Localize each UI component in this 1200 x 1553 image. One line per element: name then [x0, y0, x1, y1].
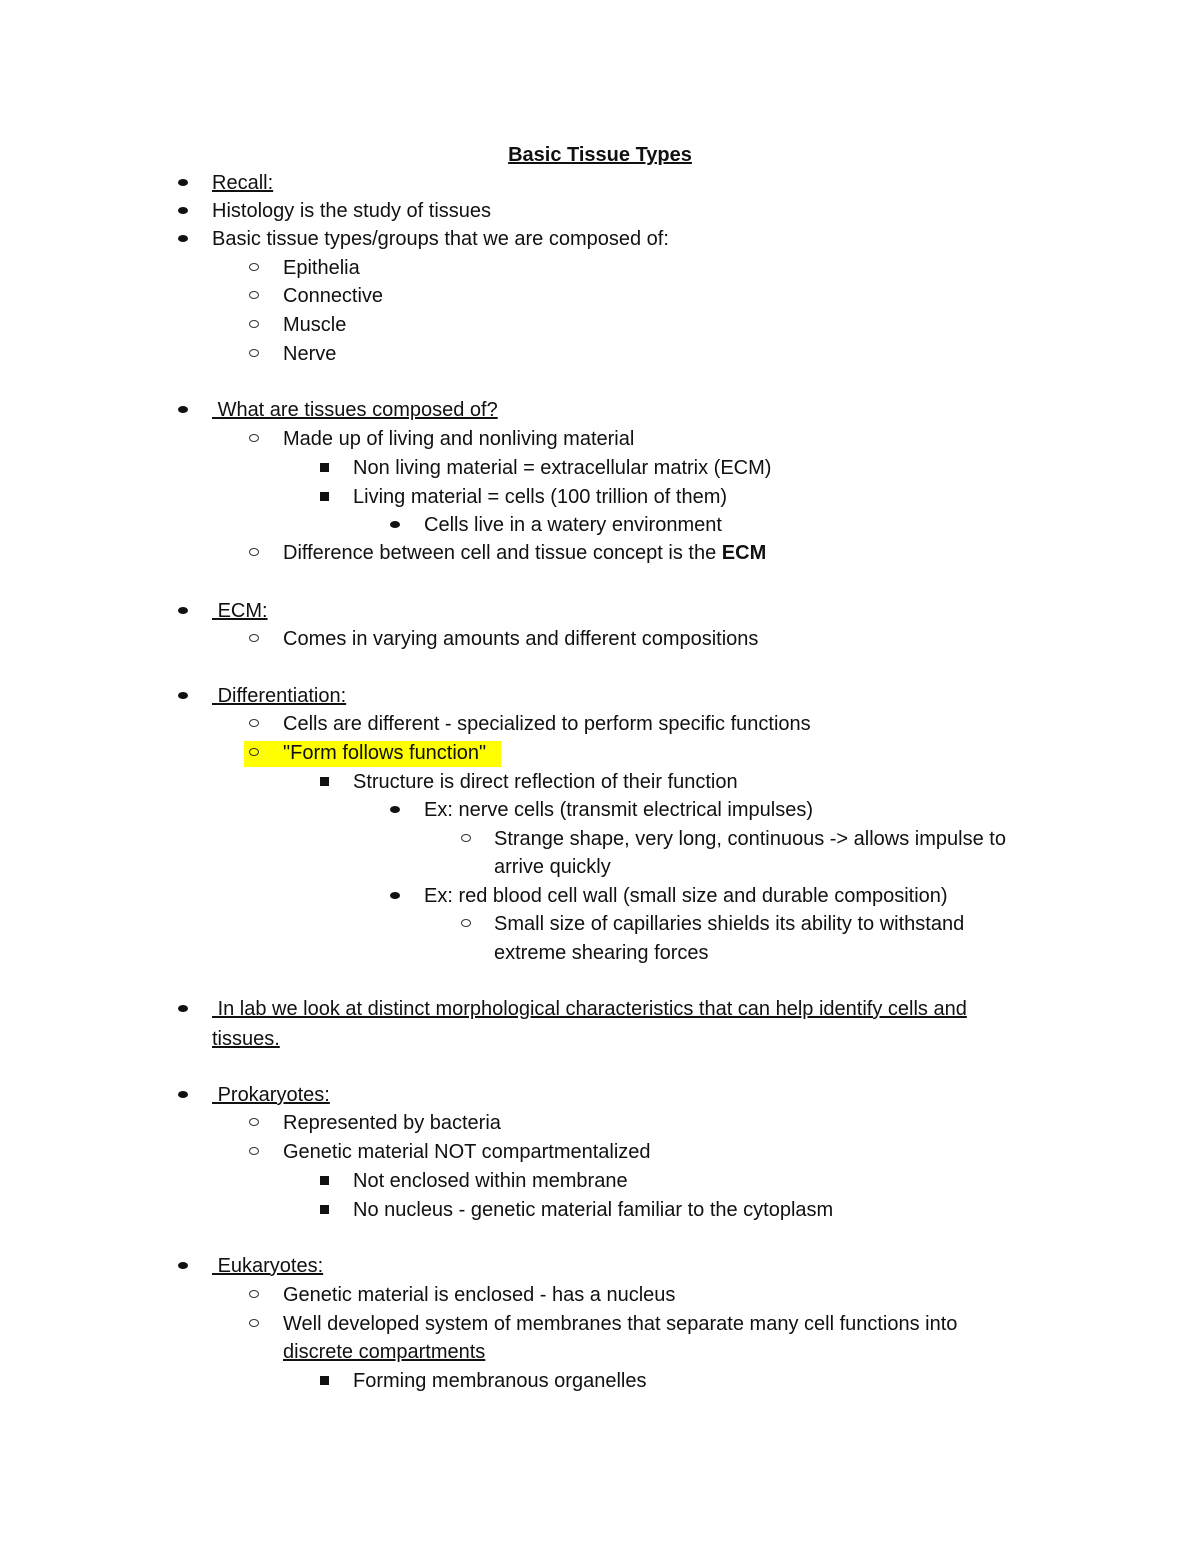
section-heading	[212, 396, 498, 424]
list-item: Made up of living and nonliving material	[283, 428, 635, 450]
page-title: Basic Tissue Types	[508, 144, 692, 166]
bullet-disc-icon	[173, 169, 193, 197]
list-item: Represented by bacteria	[283, 1112, 501, 1134]
section-heading	[212, 1081, 330, 1109]
bullet-circle-icon	[244, 340, 264, 368]
bullet-disc-icon	[385, 511, 405, 539]
bullet-disc-icon	[173, 1252, 193, 1280]
section-heading	[212, 682, 346, 710]
list-item: No nucleus - genetic material familiar to the cytoplasm	[353, 1199, 834, 1221]
bullet-circle-icon	[244, 282, 264, 310]
bullet-circle-icon	[244, 1310, 264, 1338]
bullet-disc-icon	[173, 225, 193, 253]
bullet-disc-icon	[173, 197, 193, 225]
bullet-square-icon	[314, 1367, 334, 1395]
bullet-circle-icon	[244, 1138, 264, 1166]
ecm-bold-text: ECM	[721, 542, 767, 564]
bullet-circle-icon	[244, 625, 264, 653]
list-item: Connective	[283, 285, 384, 307]
bullet-square-icon	[314, 483, 334, 511]
bullet-circle-icon	[244, 254, 264, 282]
list-item-continuation: extreme shearing forces	[494, 942, 709, 964]
list-item: Genetic material NOT compartmentalized	[283, 1141, 651, 1163]
differentiation-heading: Differentiation:	[217, 685, 347, 707]
bullet-square-icon	[314, 454, 334, 482]
list-item: Cells are different - specialized to perform specific functions	[283, 713, 811, 735]
list-item: Nerve	[283, 343, 337, 365]
list-item: Strange shape, very long, continuous -> allows impulse to	[494, 828, 1006, 850]
bullet-disc-icon	[385, 882, 405, 910]
bullet-square-icon	[314, 1196, 334, 1224]
list-item: Ex: nerve cells (transmit electrical impulses)	[424, 799, 813, 821]
list-item-continuation: discrete compartments	[283, 1341, 486, 1363]
bullet-circle-icon	[456, 825, 476, 853]
list-item: Structure is direct reflection of their function	[353, 771, 738, 793]
bullet-square-icon	[314, 768, 334, 796]
list-item: Histology is the study of tissues	[212, 200, 492, 222]
bullet-disc-icon	[385, 796, 405, 824]
bullet-circle-icon	[244, 1109, 264, 1137]
list-item: Forming membranous organelles	[353, 1370, 647, 1392]
bullet-disc-icon	[173, 396, 193, 424]
eukaryotes-heading: Eukaryotes:	[217, 1255, 324, 1277]
list-item: Basic tissue types/groups that we are composed of:	[212, 228, 669, 250]
bullet-disc-icon	[173, 597, 193, 625]
highlighted-item: "Form follows function"	[283, 742, 487, 764]
bullet-circle-icon	[456, 910, 476, 938]
bullet-circle-icon	[244, 739, 264, 767]
list-item: Cells live in a watery environment	[424, 514, 722, 536]
list-item: Comes in varying amounts and different compositions	[283, 628, 759, 650]
difference-text: Difference between cell and tissue concept is the	[283, 542, 722, 564]
list-item: Well developed system of membranes that separate many cell functions into	[283, 1313, 958, 1335]
ecm-heading: ECM:	[217, 600, 268, 622]
prokaryotes-heading: Prokaryotes:	[217, 1084, 330, 1106]
list-item: Non living material = extracellular matrix (ECM)	[353, 457, 772, 479]
list-item: Ex: red blood cell wall (small size and durable composition)	[424, 885, 948, 907]
list-item-continuation: arrive quickly	[494, 856, 611, 878]
list-item	[283, 539, 766, 567]
lab-note-line-2: tissues.	[212, 1028, 280, 1050]
section-heading	[212, 597, 268, 625]
bullet-circle-icon	[244, 539, 264, 567]
list-item: Living material = cells (100 trillion of them)	[353, 486, 728, 508]
list-item: Muscle	[283, 314, 347, 336]
section-heading	[212, 1252, 323, 1280]
list-item: Genetic material is enclosed - has a nucleus	[283, 1284, 676, 1306]
bullet-circle-icon	[244, 425, 264, 453]
composed-heading: What are tissues composed of?	[217, 399, 498, 421]
bullet-disc-icon	[173, 682, 193, 710]
bullet-disc-icon	[173, 1081, 193, 1109]
lab-note-line-1: In lab we look at distinct morphological characteristics that can help identify cells and	[217, 998, 967, 1020]
recall-heading: Recall:	[212, 172, 274, 194]
bullet-disc-icon	[173, 995, 193, 1023]
bullet-circle-icon	[244, 710, 264, 738]
list-item: Epithelia	[283, 257, 360, 279]
list-item: Not enclosed within membrane	[353, 1170, 628, 1192]
list-item: Small size of capillaries shields its ability to withstand	[494, 913, 965, 935]
bullet-square-icon	[314, 1167, 334, 1195]
bullet-circle-icon	[244, 1281, 264, 1309]
lab-note	[212, 995, 967, 1023]
bullet-circle-icon	[244, 311, 264, 339]
